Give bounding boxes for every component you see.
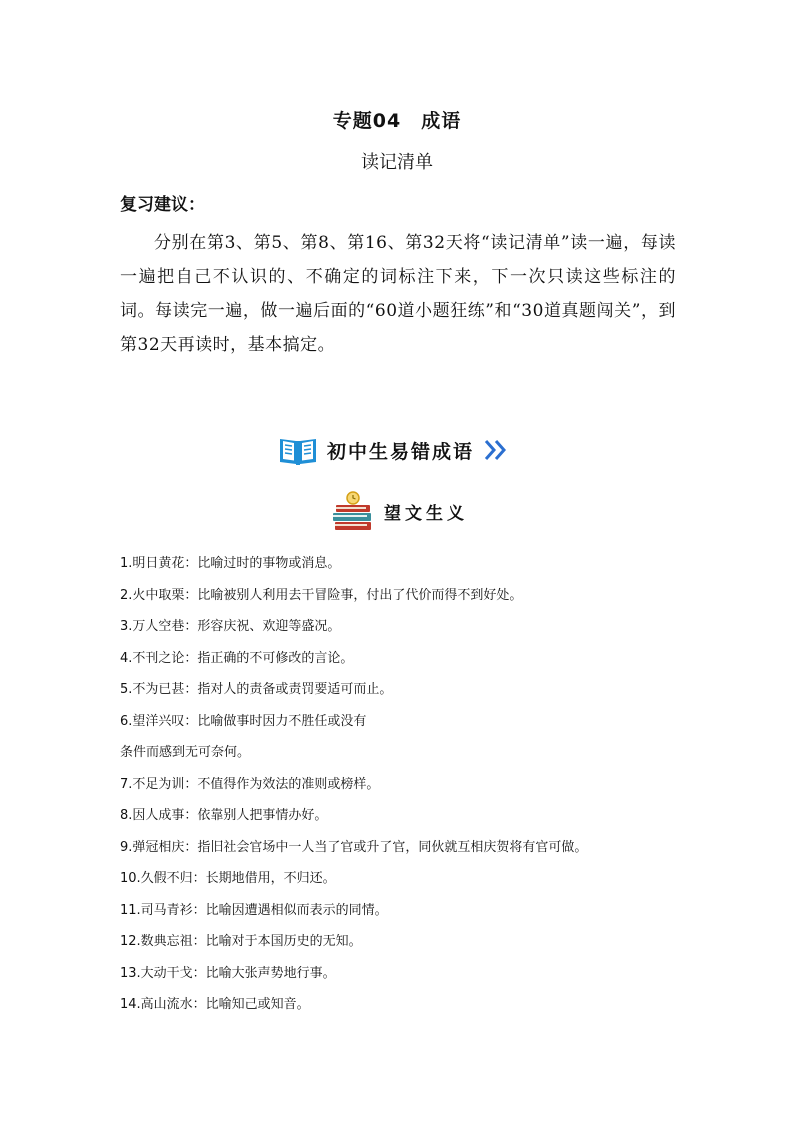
page-title: 专题04 成语 xyxy=(332,110,462,132)
list-item: 14.高山流水：比喻知己或知音。 xyxy=(120,997,310,1012)
book-stack-clock-icon xyxy=(330,489,376,533)
list-item: 12.数典忘祖：比喻对于本国历史的无知。 xyxy=(120,934,362,949)
list-item: 条件而感到无可奈何。 xyxy=(120,745,251,760)
list-item: 9.弹冠相庆：指旧社会官场中一人当了官或升了官，同伙就互相庆贺将有官可做。 xyxy=(120,839,588,855)
list-item: 5.不为已甚：指对人的责备或责罚要适可而止。 xyxy=(120,682,393,697)
list-item: 1.明日黄花：比喻过时的事物或消息。 xyxy=(120,556,341,571)
list-item: 7.不足为训：不值得作为效法的准则或榜样。 xyxy=(120,776,380,792)
advice-heading: 复习建议： xyxy=(120,195,205,215)
list-item: 6.望洋兴叹：比喻做事时因力不胜任或没有 xyxy=(120,713,367,729)
advice-paragraph: 分别在第3、第5、第8、第16、第32天将“读记清单”读一遍，每读一遍把自己不认识的、不确定的词标注下来，下一次只读这些标注的词。每读完一遍，做一遍后面的“60道小题狂练”和“30道真题闯关”，到第32天再读时，基本搞定。 xyxy=(120,233,676,355)
section-banner xyxy=(277,432,510,468)
sub-section-label: 望文生义 xyxy=(384,503,468,524)
open-book-icon xyxy=(277,433,319,467)
section-banner-label: 初中生易错成语 xyxy=(327,440,475,463)
list-item: 11.司马青衫：比喻因遭遇相似而表示的同情。 xyxy=(120,902,388,918)
list-item: 2.火中取栗：比喻被别人利用去干冒险事，付出了代价而得不到好处。 xyxy=(120,587,523,603)
list-item: 4.不刊之论：指正确的不可修改的言论。 xyxy=(120,650,354,666)
double-chevron-right-icon xyxy=(484,438,510,462)
idiom-list xyxy=(120,548,700,1021)
page-subtitle: 读记清单 xyxy=(361,152,433,173)
list-item: 13.大动干戈：比喻大张声势地行事。 xyxy=(120,965,336,981)
list-item: 10.久假不归：长期地借用，不归还。 xyxy=(120,871,336,886)
sub-section-banner xyxy=(330,488,468,534)
list-item: 3.万人空巷：形容庆祝、欢迎等盛况。 xyxy=(120,619,341,634)
list-item: 8.因人成事：依靠别人把事情办好。 xyxy=(120,808,328,823)
